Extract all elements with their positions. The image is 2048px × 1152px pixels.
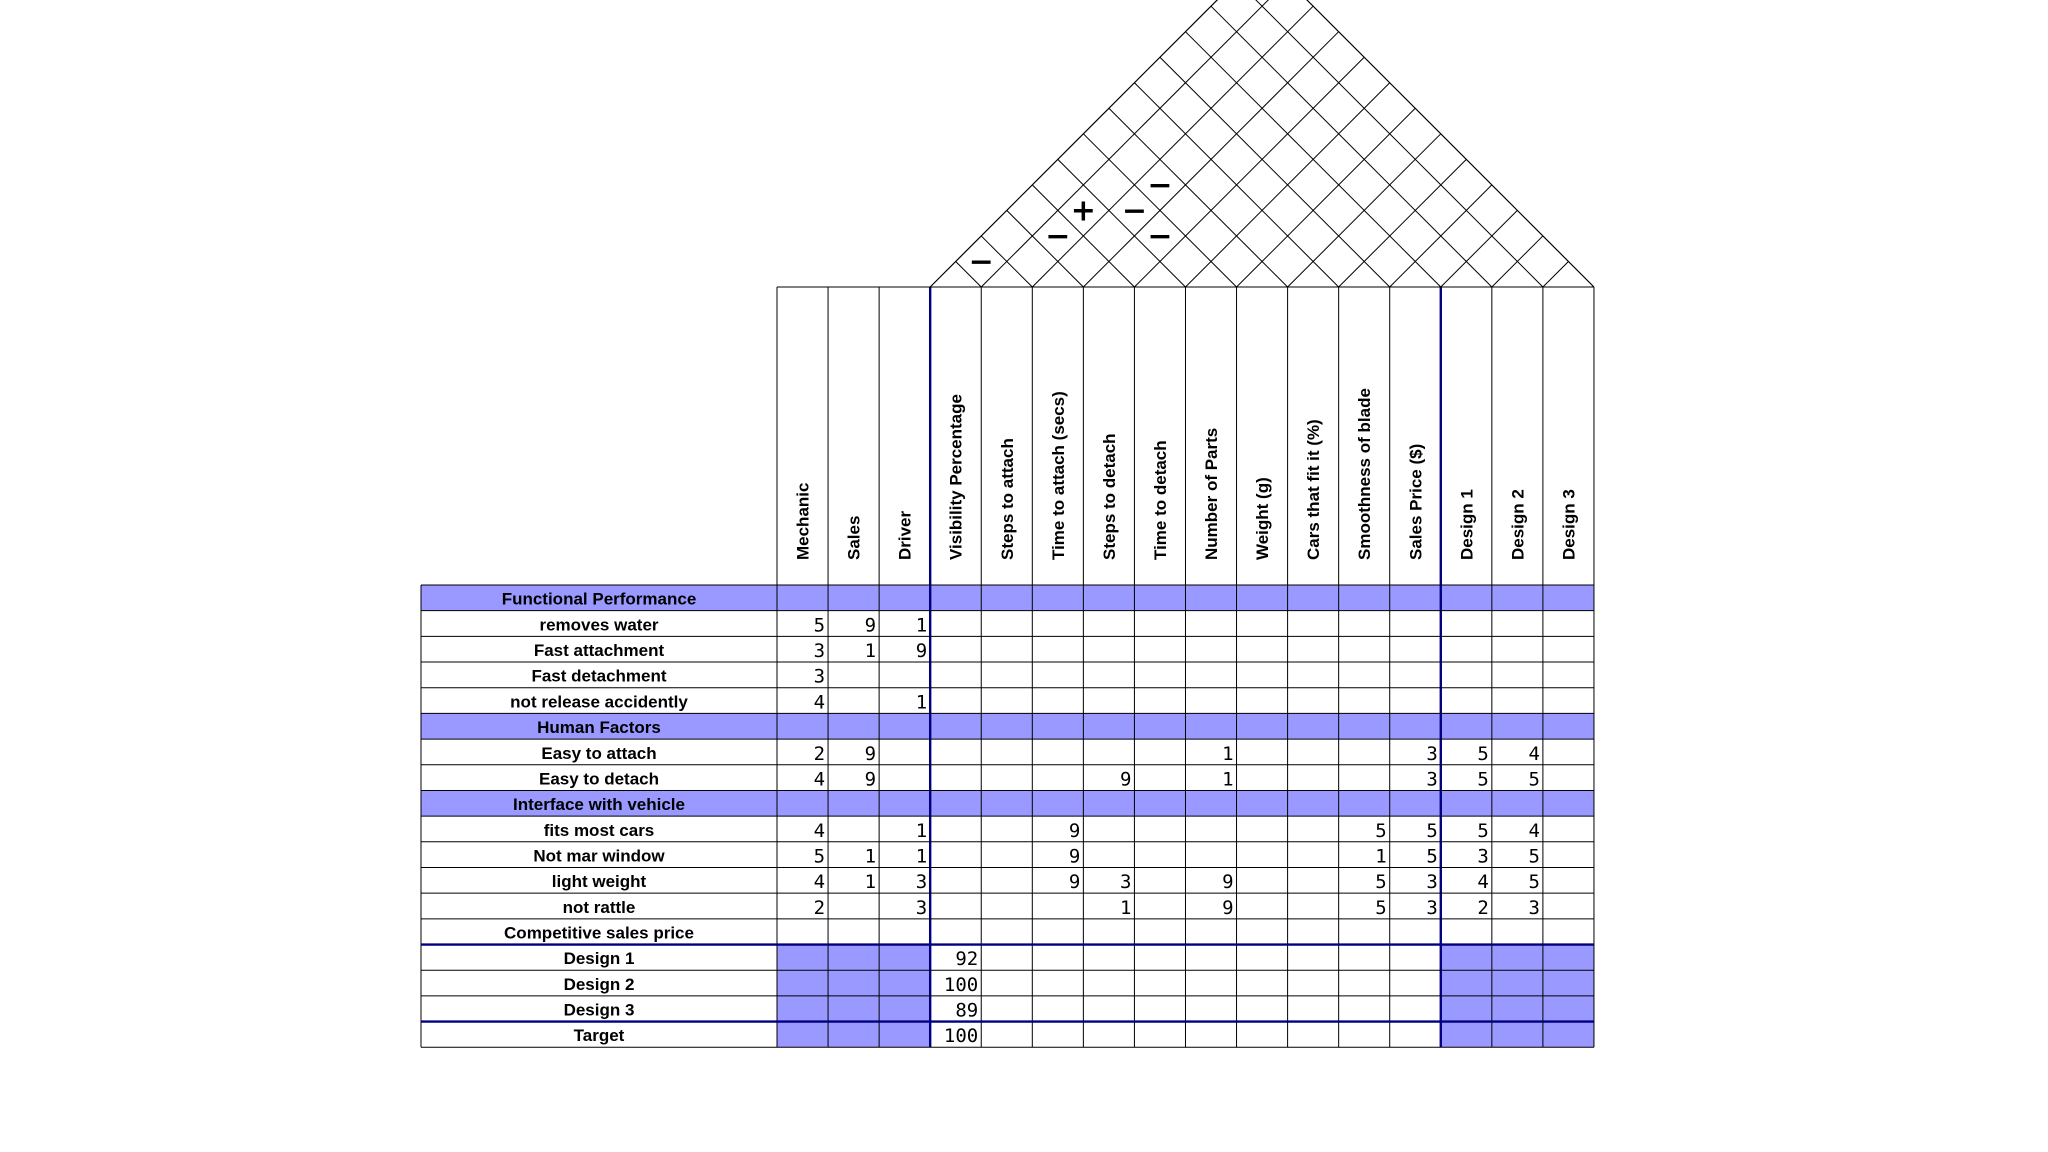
cell-value: 89 xyxy=(955,999,979,1022)
cell-value: 9 xyxy=(1222,896,1234,919)
cell-value: 9 xyxy=(864,768,877,791)
cell-value: 3 xyxy=(1426,871,1438,894)
cell-value: 1 xyxy=(864,845,877,868)
roof-line xyxy=(1237,0,1543,287)
column-header: Time to detach xyxy=(1150,440,1170,560)
row-label: Target xyxy=(573,1026,625,1046)
cell-value: 3 xyxy=(1119,871,1132,894)
column-header: Time to attach (secs) xyxy=(1048,391,1068,560)
cell-value: 9 xyxy=(864,742,877,765)
cell-value: 5 xyxy=(1426,845,1438,868)
row-label: Fast attachment xyxy=(533,641,665,661)
design-row-fill-left xyxy=(777,996,930,1022)
cell-value: 1 xyxy=(1222,742,1234,765)
roof-correlation-symbol: − xyxy=(1121,193,1147,229)
row-label: Competitive sales price xyxy=(504,923,694,943)
cell-value: 1 xyxy=(864,640,877,663)
cell-value: 1 xyxy=(864,871,877,894)
category-label: Functional Performance xyxy=(501,589,697,609)
roof-line xyxy=(1211,6,1492,287)
row-label: Not mar window xyxy=(533,846,665,866)
cell-value: 4 xyxy=(813,871,826,894)
cell-value: 3 xyxy=(915,896,928,919)
row-label: Design 3 xyxy=(563,1000,635,1020)
column-header: Steps to attach xyxy=(997,438,1017,560)
column-header: Weight (g) xyxy=(1253,477,1273,560)
cell-value: 1 xyxy=(915,845,928,868)
cell-value: 5 xyxy=(1375,871,1387,894)
row-label: not release accidently xyxy=(510,692,688,712)
roof-correlation-symbol: − xyxy=(968,244,994,280)
roof-line xyxy=(1160,57,1390,287)
design-row-fill-right xyxy=(1441,945,1594,971)
cell-value: 5 xyxy=(1477,742,1489,765)
column-header: Sales xyxy=(844,515,864,560)
cell-value: 1 xyxy=(1375,845,1387,868)
roof-line xyxy=(1441,210,1518,287)
cell-value: 5 xyxy=(1375,819,1387,842)
cell-value: 3 xyxy=(1477,845,1489,868)
column-header: Sales Price ($) xyxy=(1406,443,1426,560)
cell-value: 3 xyxy=(813,640,826,663)
roof-line xyxy=(1339,159,1467,287)
cell-value: 2 xyxy=(1477,896,1489,919)
roof-line xyxy=(981,0,1287,287)
category-label: Interface with vehicle xyxy=(513,795,685,815)
column-header: Driver xyxy=(895,510,915,560)
cell-value: 9 xyxy=(1068,845,1081,868)
cell-value: 4 xyxy=(1528,819,1540,842)
column-header: Design 1 xyxy=(1457,489,1477,560)
roof-correlation-symbols xyxy=(969,168,1173,280)
correlation-roof xyxy=(930,0,1594,287)
roof-line xyxy=(1237,108,1416,287)
column-header: Number of Parts xyxy=(1202,427,1222,560)
column-header: Design 3 xyxy=(1559,489,1579,560)
column-header: Mechanic xyxy=(793,482,813,560)
cell-value: 3 xyxy=(1426,768,1438,791)
cell-value: 4 xyxy=(813,691,826,714)
cell-value: 3 xyxy=(1528,896,1540,919)
cell-value: 92 xyxy=(955,948,979,971)
column-header: Cars that fit it (%) xyxy=(1304,419,1324,560)
cell-value: 9 xyxy=(1119,768,1132,791)
row-label: light weight xyxy=(551,872,647,892)
column-header: Design 2 xyxy=(1508,489,1528,560)
row-label: not rattle xyxy=(562,897,636,917)
cell-value: 5 xyxy=(1528,871,1540,894)
column-header: Smoothness of blade xyxy=(1355,388,1375,560)
cell-value: 3 xyxy=(1426,742,1438,765)
cell-value: 5 xyxy=(813,614,826,637)
roof-correlation-symbol: + xyxy=(1070,193,1096,229)
cell-value: 5 xyxy=(1477,819,1489,842)
design-row-fill-left xyxy=(777,970,930,996)
roof-outline xyxy=(930,0,1594,287)
row-label: Design 1 xyxy=(563,949,635,969)
cell-value: 100 xyxy=(943,1025,979,1048)
cell-value: 9 xyxy=(1222,871,1234,894)
cell-value: 5 xyxy=(1375,896,1387,919)
design-row-fill-right xyxy=(1441,996,1594,1022)
column-header: Steps to detach xyxy=(1099,433,1119,560)
cell-value: 3 xyxy=(915,871,928,894)
row-label: Fast detachment xyxy=(531,666,667,686)
row-labels xyxy=(502,590,697,1046)
cell-value: 4 xyxy=(1477,871,1489,894)
design-row-fill-left xyxy=(777,1022,930,1048)
row-label: fits most cars xyxy=(543,820,655,840)
cell-value: 9 xyxy=(864,614,877,637)
roof-correlation-symbol: − xyxy=(1045,218,1071,254)
design-row-fill-left xyxy=(777,945,930,971)
row-label: Easy to attach xyxy=(541,743,657,763)
cell-value: 4 xyxy=(1528,742,1540,765)
cell-value: 3 xyxy=(813,665,826,688)
cell-value: 5 xyxy=(1426,819,1438,842)
roof-correlation-symbol: − xyxy=(1147,218,1173,254)
row-label: removes water xyxy=(539,615,659,635)
cell-value: 9 xyxy=(1068,819,1081,842)
cell-value: 1 xyxy=(1119,896,1132,919)
cell-value: 5 xyxy=(1477,768,1489,791)
cell-value: 5 xyxy=(1528,768,1540,791)
row-label: Design 2 xyxy=(563,974,635,994)
design-row-fill-right xyxy=(1441,1022,1594,1048)
design-row-fill-right xyxy=(1441,970,1594,996)
cell-value: 2 xyxy=(813,742,826,765)
column-header: Visibility Percentage xyxy=(946,394,966,560)
cell-value: 1 xyxy=(1222,768,1234,791)
cell-value: 1 xyxy=(915,614,928,637)
category-label: Human Factors xyxy=(537,718,661,738)
cell-value: 5 xyxy=(1528,845,1540,868)
cell-value: 2 xyxy=(813,896,826,919)
cell-value: 9 xyxy=(1068,871,1081,894)
roof-correlation-symbol: − xyxy=(1147,167,1173,203)
cell-value: 5 xyxy=(813,845,826,868)
roof-line xyxy=(1032,6,1313,287)
roof-line xyxy=(1543,261,1569,287)
row-label: Easy to detach xyxy=(539,769,659,789)
cell-value: 1 xyxy=(915,819,928,842)
cell-value: 4 xyxy=(813,768,826,791)
cell-value: 3 xyxy=(1426,896,1438,919)
cell-value: 9 xyxy=(915,640,928,663)
cell-value: 4 xyxy=(813,819,826,842)
cell-value: 100 xyxy=(943,973,979,996)
cell-value: 1 xyxy=(915,691,928,714)
